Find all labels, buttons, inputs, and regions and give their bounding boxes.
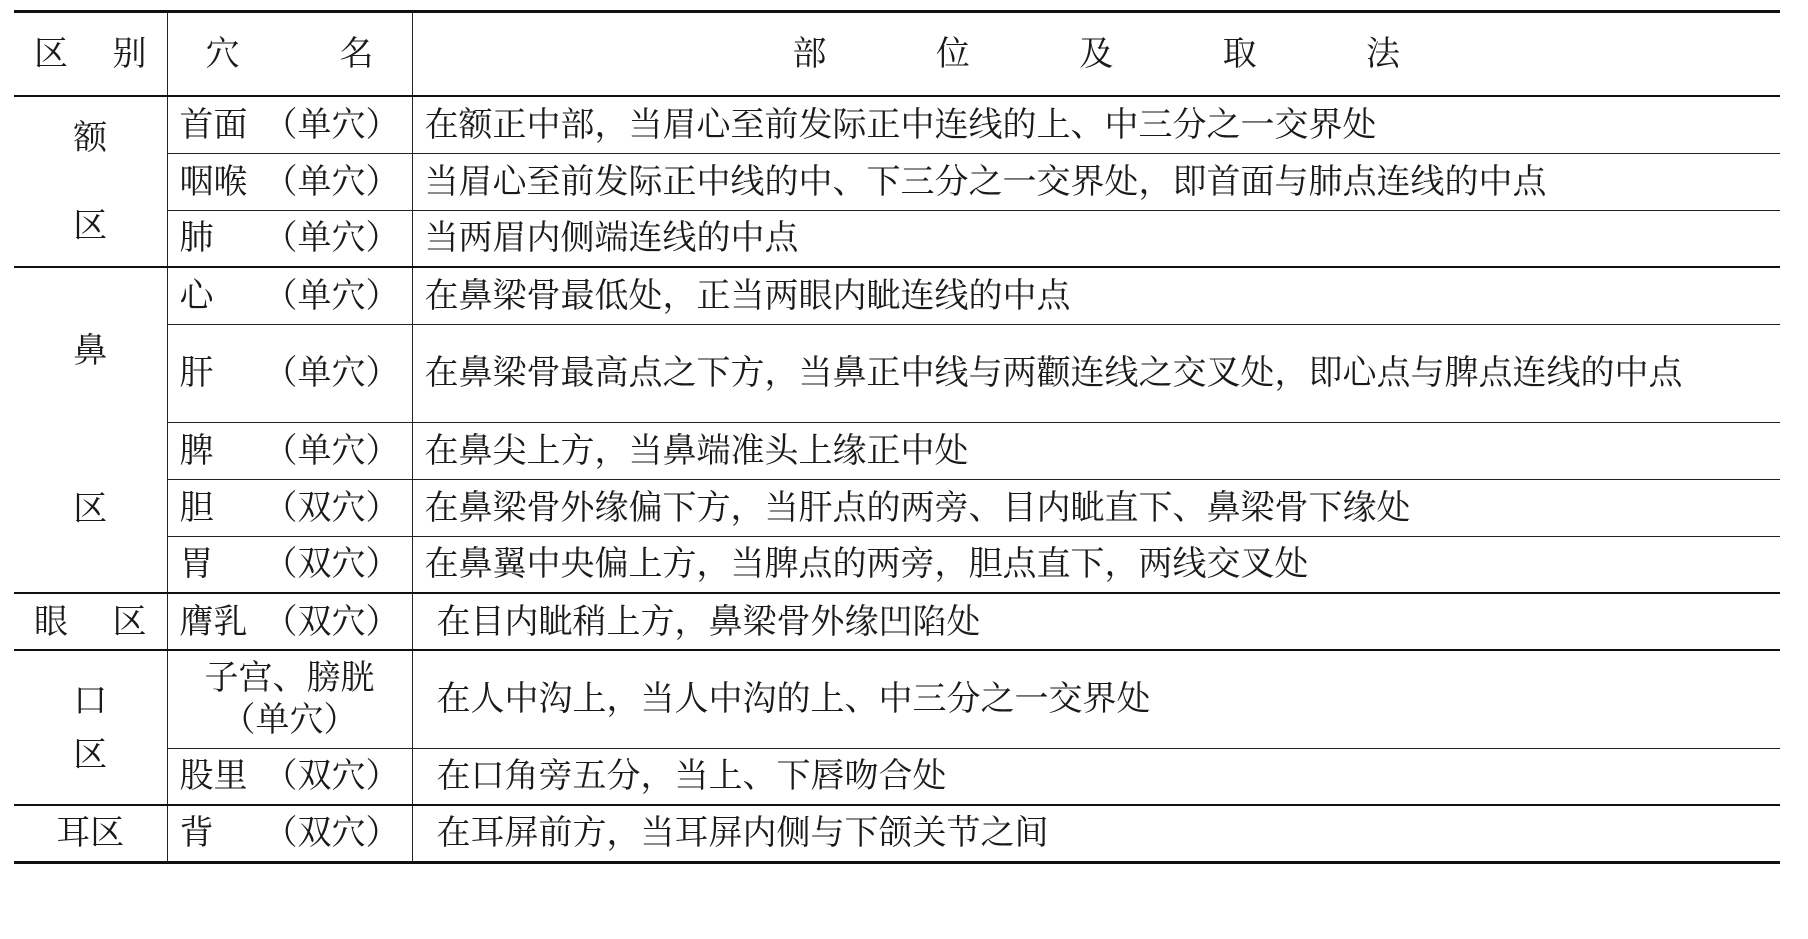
location-method: 在人中沟上，当人中沟的上、中三分之一交界处 [412,650,1780,748]
table-row [14,267,1780,324]
point-type: （单穴） [263,104,400,145]
point-cell [167,536,412,593]
header-method-char: 部 [792,34,827,74]
header-region-char: 区 [34,34,68,74]
table-row [14,96,1780,153]
location-method: 在鼻梁骨外缘偏下方，当肝点的两旁、目内眦直下、鼻梁骨下缘处 [412,479,1780,536]
region-char: 眼 [34,601,68,642]
point-name: 胆 [179,487,214,528]
table-row [14,153,1780,210]
region-eye [14,593,167,650]
point-name: 膺乳 [179,601,248,642]
point-name: 胃 [179,544,214,585]
region-char: 区 [73,734,108,775]
point-type: （单穴） [263,430,400,471]
header-point-name [167,12,412,97]
region-char: 区 [73,205,108,246]
table-row [14,748,1780,805]
region-ear: 耳区 [14,805,167,862]
point-name: 咽喉 [179,161,248,202]
header-method-char: 取 [1222,34,1257,74]
table-row [14,210,1780,267]
table-row [14,479,1780,536]
header-method-char: 及 [1079,34,1114,74]
point-cell [167,422,412,479]
region-forehead [14,96,167,267]
location-method: 当两眉内侧端连线的中点 [412,210,1780,267]
region-nose [14,267,167,593]
region-char: 口 [73,680,108,721]
point-type: （双穴） [263,601,400,642]
table-row [14,593,1780,650]
point-cell [167,324,412,422]
point-name: 脾 [179,430,214,471]
point-cell [167,267,412,324]
region-char: 区 [112,601,147,642]
point-cell [167,805,412,862]
region-char: 区 [73,489,108,529]
point-type: （双穴） [263,756,400,797]
point-type: （单穴） [263,353,400,393]
table-row [14,536,1780,593]
point-cell [167,153,412,210]
point-name: 肝 [179,353,214,393]
point-name: 子宫、膀胱 [204,658,375,699]
table-row [14,324,1780,422]
point-type: （单穴） [263,275,400,316]
point-cell [167,210,412,267]
point-type: （单穴） [263,218,400,259]
region-char: 鼻 [73,331,108,371]
table-row [14,805,1780,862]
point-cell [167,593,412,650]
table-row [14,422,1780,479]
header-point-char: 名 [339,34,374,74]
location-method: 在口角旁五分，当上、下唇吻合处 [412,748,1780,805]
point-cell [167,650,412,748]
point-name: 股里 [179,756,248,797]
header-method-char: 位 [935,34,970,74]
header-row [14,12,1780,97]
header-region-char: 别 [112,34,147,74]
location-method: 当眉心至前发际正中线的中、下三分之一交界处，即首面与肺点连线的中点 [412,153,1780,210]
point-type: （单穴） [221,700,358,741]
point-name: 背 [179,813,214,854]
point-type: （双穴） [263,487,400,528]
region-char: 额 [73,117,108,158]
point-name: 心 [179,275,214,316]
location-method: 在鼻翼中央偏上方，当脾点的两旁，胆点直下，两线交叉处 [412,536,1780,593]
point-name: 肺 [179,218,214,259]
location-method: 在目内眦稍上方，鼻梁骨外缘凹陷处 [412,593,1780,650]
table-row [14,650,1780,748]
acupoint-table [14,10,1780,864]
point-type: （双穴） [263,813,400,854]
header-region [14,12,167,97]
location-method: 在鼻梁骨最低处，正当两眼内眦连线的中点 [412,267,1780,324]
point-cell [167,748,412,805]
point-name: 首面 [179,104,248,145]
point-cell [167,96,412,153]
region-mouth [14,650,167,805]
header-point-char: 穴 [205,34,240,74]
location-method: 在鼻梁骨最高点之下方，当鼻正中线与两颧连线之交叉处，即心点与脾点连线的中点 [412,324,1780,422]
point-type: （单穴） [263,161,400,202]
point-type: （双穴） [263,544,400,585]
location-method: 在鼻尖上方，当鼻端准头上缘正中处 [412,422,1780,479]
location-method: 在额正中部，当眉心至前发际正中连线的上、中三分之一交界处 [412,96,1780,153]
header-location-method [412,12,1780,97]
header-method-char: 法 [1366,34,1400,74]
point-cell [167,479,412,536]
location-method: 在耳屏前方，当耳屏内侧与下颌关节之间 [412,805,1780,862]
